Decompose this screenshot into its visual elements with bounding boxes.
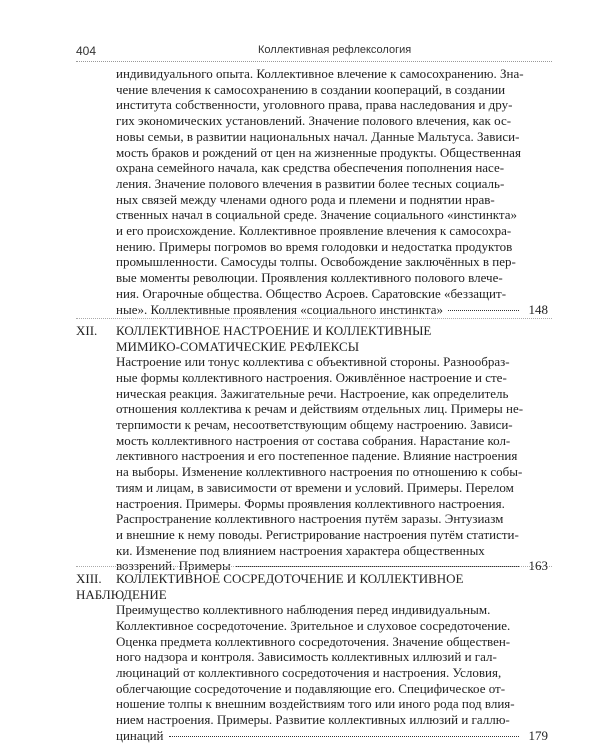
text-line: промышленности. Самосуды толпы. Освобождение заключённых в пер- xyxy=(116,254,516,270)
entry-description xyxy=(116,66,548,317)
text-line: Настроение или тонус коллектива с объективной стороны. Разнообраз- xyxy=(116,354,510,370)
text-line: мость браков и рождений от цен на жизненные продукты. Общественная xyxy=(116,144,521,160)
text-line: цинаций xyxy=(116,727,164,743)
text-line: гих экономических установлений. Значение полового влечения, как ос- xyxy=(116,113,512,129)
text-line: терпимости к речам, несоответствующим общему настроению. Зависи- xyxy=(116,417,513,432)
text-line: вые моменты революции. Проявления коллективного полового влече- xyxy=(116,270,503,286)
text-line: нием настроения. Примеры. Развитие коллективных иллюзий и галлю- xyxy=(116,712,510,728)
text-line: ления. Значение полового влечения в развитии более тесных социаль- xyxy=(116,175,505,191)
text-line: и внешние к нему поводы. Регистрирование настроения путём статисти- xyxy=(116,526,519,542)
text-line: ных связей между членами одного рода и племени и поднятии нрав- xyxy=(116,191,495,207)
toc-entry-xii xyxy=(76,323,548,574)
dot-leader xyxy=(448,310,519,311)
text-line: лективного настроения и его постепенное падение. Влияние настроения xyxy=(116,448,518,464)
toc-entry-xiii xyxy=(76,571,548,744)
text-line: института собственности, уголовного права, права наследования и дру- xyxy=(116,97,513,113)
page-reference: 148 xyxy=(528,301,548,317)
text-line: настроения. Примеры. Формы проявления коллективного настроения. xyxy=(116,495,505,511)
text-line: и его происхождение. Коллективное проявление влечения к самосохра- xyxy=(116,223,512,239)
text-line: ные формы коллективного настроения. Оживлённое настроение и сте- xyxy=(116,369,507,385)
text-line: Коллективное сосредоточение. Зрительное и слуховое сосредоточение. xyxy=(116,617,511,633)
page-number: 404 xyxy=(76,44,97,58)
text-line: чение влечения к самосохранению в создании коопераций, в создании xyxy=(116,81,506,97)
text-line: облегчающие сосредоточение и подавляющие его. Специфическое от- xyxy=(116,680,506,696)
page-reference: 163 xyxy=(528,558,548,574)
page-reference: 179 xyxy=(528,727,548,743)
chapter-title-line: МИМИКО-СОМАТИЧЕСКИЕ РЕФЛЕКСЫ xyxy=(116,338,360,354)
text-line: Преимущество коллективного наблюдения перед индивидуальным. xyxy=(116,602,491,618)
text-line: тиям и лицам, в зависимости от времени и условий. Примеры. Перелом xyxy=(116,479,514,495)
text-line: мость коллективного настроения от состава собрания. Нарастание кол- xyxy=(116,432,511,448)
text-line: ношение толпы к внешним воздействиям того или иного рода под влия- xyxy=(116,696,515,712)
text-line: нению. Примеры погромов во время голодовки и недостатка продуктов xyxy=(116,238,513,254)
text-line: индивидуального опыта. Коллективное влечение к самосохранению. Зна- xyxy=(116,66,524,81)
chapter-heading xyxy=(76,323,548,354)
dot-leader xyxy=(169,736,519,737)
book-title: Коллективная рефлексология xyxy=(258,44,412,56)
section-divider xyxy=(76,566,552,567)
text-line: люцинаций от коллективного сосредоточения и настроения. Условия, xyxy=(116,665,502,680)
text-line: ническая реакция. Зажигательные речи. Настроение, как определитель xyxy=(116,385,509,401)
section-divider xyxy=(76,318,552,319)
text-line: охрана семейного начала, как средства обеспечения пополнения насе- xyxy=(116,160,505,176)
text-line: ного надзора и контроля. Зависимость коллективных иллюзий и гал- xyxy=(116,649,497,665)
text-line: на выборы. Изменение коллективного настроения по отношению к собы- xyxy=(116,464,523,480)
text-line: воззрений. Примеры xyxy=(116,558,231,574)
text-line: ственных начал в социальной среде. Значение социального «инстинкта» xyxy=(116,207,518,223)
entry-description xyxy=(116,354,548,574)
toc-entry-continued xyxy=(76,66,548,317)
text-line: ки. Изменение под влиянием настроения характера общественных xyxy=(116,542,485,558)
chapter-title-line: КОЛЛЕКТИВНОЕ СОСРЕДОТОЧЕНИЕ И КОЛЛЕКТИВНОЕ НАБЛЮДЕНИЕ xyxy=(76,571,464,602)
chapter-title-line: КОЛЛЕКТИВНОЕ НАСТРОЕНИЕ И КОЛЛЕКТИВНЫЕ xyxy=(116,323,432,338)
entry-last-line xyxy=(116,728,548,744)
text-line: ные». Коллективные проявления «социального инстинкта» xyxy=(116,301,443,317)
entry-description xyxy=(116,602,548,743)
entry-last-line xyxy=(116,302,548,318)
chapter-number: XIII. xyxy=(76,571,102,586)
text-line: новы семьи, в развитии национальных начал. Данные Мальтуса. Зависи- xyxy=(116,128,520,144)
chapter-number: XII. xyxy=(76,323,98,338)
text-line: Оценка предмета коллективного сосредоточения. Значение обществен- xyxy=(116,633,511,649)
chapter-heading xyxy=(76,571,548,602)
text-line: ния. Огарочные общества. Общество Асроев. Саратовские «беззащит- xyxy=(116,285,507,301)
header-divider xyxy=(76,61,552,62)
text-line: Распространение коллективного настроения путём заразы. Энтузиазм xyxy=(116,511,504,527)
text-line: отношения коллектива к речам и действиям отдельных лиц. Примеры не- xyxy=(116,401,524,417)
